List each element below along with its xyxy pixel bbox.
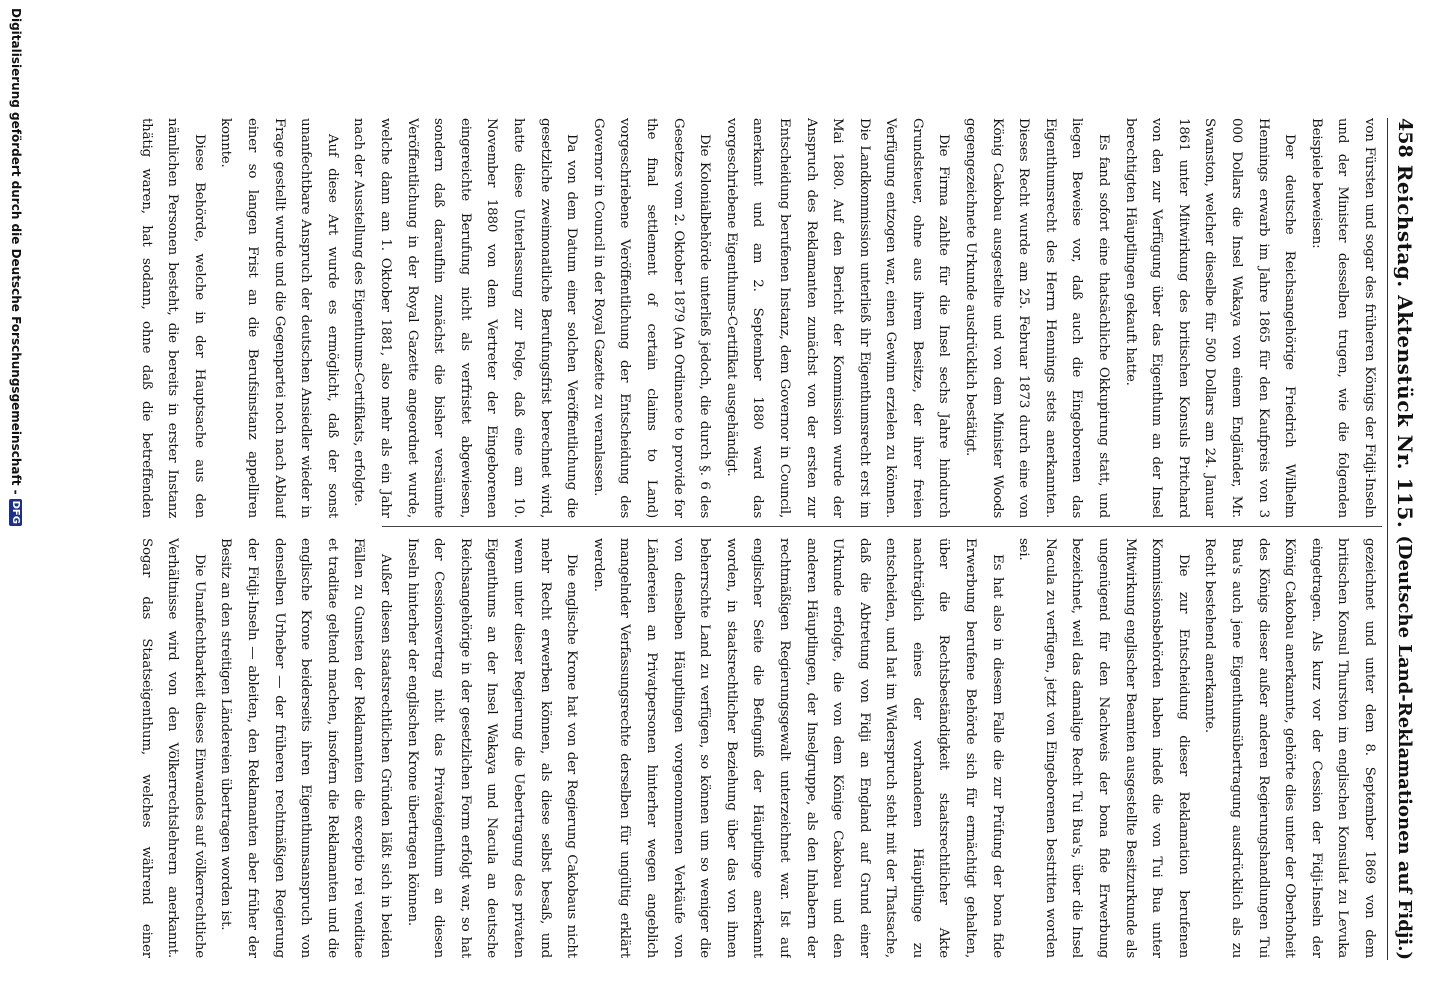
paragraph: Die Kolonialbehörde unterließ jedoch, die durch §. 6 des Gesetzes vom 2. Oktober 1879 (An Ordinance to provide for the final settlement of certain claims to Land) vorgeschriebene Veröffentlichung der Entscheidung des Governor in Council in der Royal Gazette zu veranlassen. [590, 118, 713, 518]
right-column [132, 538, 1382, 958]
paragraph: gezeichnet und unter dem 8. September 1869 von dem britischen Konsul Thurston im englischen Konsulat zu Levuka eingetragen. Als kurz vor der Cession der Fidji-Inseln der König Cakobau anerkannte, gehörte dies unter der Oberhoheit des Königs dieser außer anderen Regierungshandlungen Tui Bua's auch jene Eigenthumsübertragung ausdrücklich als zu Recht bestehend anerkannte. [1202, 538, 1377, 958]
header-title: Reichstag. Aktenstück Nr. 115. [1393, 164, 1417, 529]
left-column [132, 118, 1382, 518]
header-subject: (Deutsche Land-Reklamationen auf Fidji.) [1394, 535, 1416, 960]
paragraph: Der deutsche Reichsangehörige Friedrich Wilhelm Hennings erwarb im Jahre 1865 für den Kaufpreis von 3 000 Dollars die Insel Wakaya von einem Engländer, Mr. Swanston, welcher dieselbe für 500 Dollars am 24. Januar 1861 unter Mitwirkung des britischen Konsuls Pritchard von den zur Verfügung über das Eigenthum an der Insel berechtigten Häuptlingen gekauft hatte. [1122, 118, 1298, 518]
paragraph: Die englische Krone hat von der Regierung Cakobaus nicht mehr Recht erwerben können, als diese selbst besaß, und wenn unter dieser Regierung die Uebertragung des privaten Eigenthums an der Insel Wakaya und Nacula an deutsche Reichsangehörige in der gesetzlichen Form erfolgt war, so hat der Cessionsvertrag nicht das Privateigenthum an diesen Inseln hinterher der englischen Krone übertragen können. [404, 538, 580, 958]
paragraph: Auf diese Art wurde es ermöglicht, daß der sonst unanfechtbare Anspruch der deutschen Ansiedler wieder in Frage gestellt wurde und die Gegenpartei noch nach Ablauf einer so langen Frist an die Berufsinstanz appelliren konnte. [218, 118, 340, 518]
paragraph: Da von dem Datum einer solchen Veröffentlichung die gesetzliche zweimonatliche Berufungsfrist berechnet wird, hatte diese Unterlassung zur Folge, daß eine am 10. November 1880 von dem Vertreter der Eingeborenen eingereichte Berufung nicht als verfristet abgewiesen, sondern daß daraufhin zunächst die bisher versäumte Veröffentlichung in der Royal Gazette angeordnet wurde, welche dann am 1. Oktober 1881, also mehr als ein Jahr nach der Ausstellung des Eigenthums-Certifikats, erfolgte. [351, 118, 580, 518]
page-number: 458 [1394, 118, 1416, 158]
paragraph: Diese Behörde, welche in der Hauptsache aus den nämlichen Personen besteht, die bereits in erster Instanz thätig waren, hat sodann, ohne daß die betreffenden [138, 118, 207, 518]
running-head [1387, 118, 1422, 960]
scanned-page [9, 0, 1432, 960]
column-divider [382, 526, 1382, 527]
paragraph: Die Unanfechtbarkeit dieses Einwandes auf völkerrechtliche Verhältnisse wird von den Völkerrechtslehrern anerkannt. Sogar das Staatseigenthum, welches während einer [138, 538, 207, 958]
paragraph: Es fand sofort eine thatsächliche Okkupirung statt, und liegen Beweise vor, daß auch die Eingeborenen das Eigenthumsrecht des Herrn Hennings stets anerkannten. Dieses Recht wurde am 25. Februar 1873 durch eine von König Cakobau ausgestellte und von dem Minister Woods gegengezeichnete Urkunde ausdrücklich bestätigt. [963, 118, 1112, 518]
dfg-logo: DFG [10, 500, 21, 524]
paragraph: Die Firma zahlte für die Insel sechs Jahre hindurch Grundsteuer, ohne aus ihrem Besitze, der ihrer freien Verfügung entzogen war, einen Gewinn erzielen zu können. Die Landkommission unterließ ihr Eigenthumsrecht erst im Mai 1880. Auf den Bericht der Kommission wurde der Anspruch des Reklamanten zunächst von der ersten zur Entscheidung berufenen Instanz, dem Governor in Council, anerkannt und am 2. September 1880 ward das vorgeschriebene Eigenthums-Certifikat ausgehändigt. [723, 118, 952, 518]
paragraph: Außer diesen staatsrechtlichen Gründen läßt sich in beiden Fällen zu Gunsten der Reklamanten die exceptio rei venditae et traditae geltend machen, insofern die Reklamanten und die englische Krone beiderseits ihren Eigenthumsanspruch von denselben Urheber — der früheren rechtmäßigen Regierung der Fidji-Inseln — ableiten, den Reklamanten aber früher der Besitz an den streitigen Ländereien übertragen worden ist. [218, 538, 394, 958]
funding-note [9, 8, 23, 526]
paragraph: Die zur Entscheidung dieser Reklamation berufenen Kommissionsbehörden haben indeß die von Tui Bua unter Mitwirkung englischer Beamten ausgestellte Besitzurkunde als ungenügend für den Nachweis der bona fide Erwerbung bezeichnet, weil das damalige Recht Tui Bua's, über die Insel Nacula zu verfügen, jetzt von Eingeborenen bestritten worden sei. [1016, 538, 1191, 958]
digitization-footer [0, 0, 27, 1000]
funding-text: Digitalisierung gefördert durch die Deutsche Forschungsgemeinschaft - [9, 8, 23, 495]
paragraph: Es hat also in diesem Falle die zur Prüfung der bona fide Erwerbung berufene Behörde sich für ermächtigt gehalten, über die Rechtsbeständigkeit staatsrechtlicher Akte nachträglich eines der vorhandenen Häuptlinge zu entscheiden, und hat im Widerspruch steht mit der Thatsache, daß die Abtretung von Fidji an England auf Grund einer Urkunde erfolgte, die von dem Könige Cakobau und den anderen Häuptlingen, der Inselgruppe, als den Inhabern der rechtmäßigen Regierungsgewalt unterzeichnet war. Ist auf englischer Seite die Befugniß der Häuptlinge anerkannt worden, in staatsrechtlicher Beziehung über das von ihnen beherrschte Land zu verfügen, so können um so weniger die von denselben Häuptlingen vorgenommenen Verkäufe von Ländereien an Privatpersonen hinterher wegen angeblich mangelnder Verfassungsrechte derselben für ungültig erklärt werden. [590, 538, 1005, 958]
paragraph: von Fürsten und sogar des früheren Königs der Fidji-Inseln und der Minister desselben trugen, wie die folgenden Beispiele beweisen: [1308, 118, 1377, 518]
